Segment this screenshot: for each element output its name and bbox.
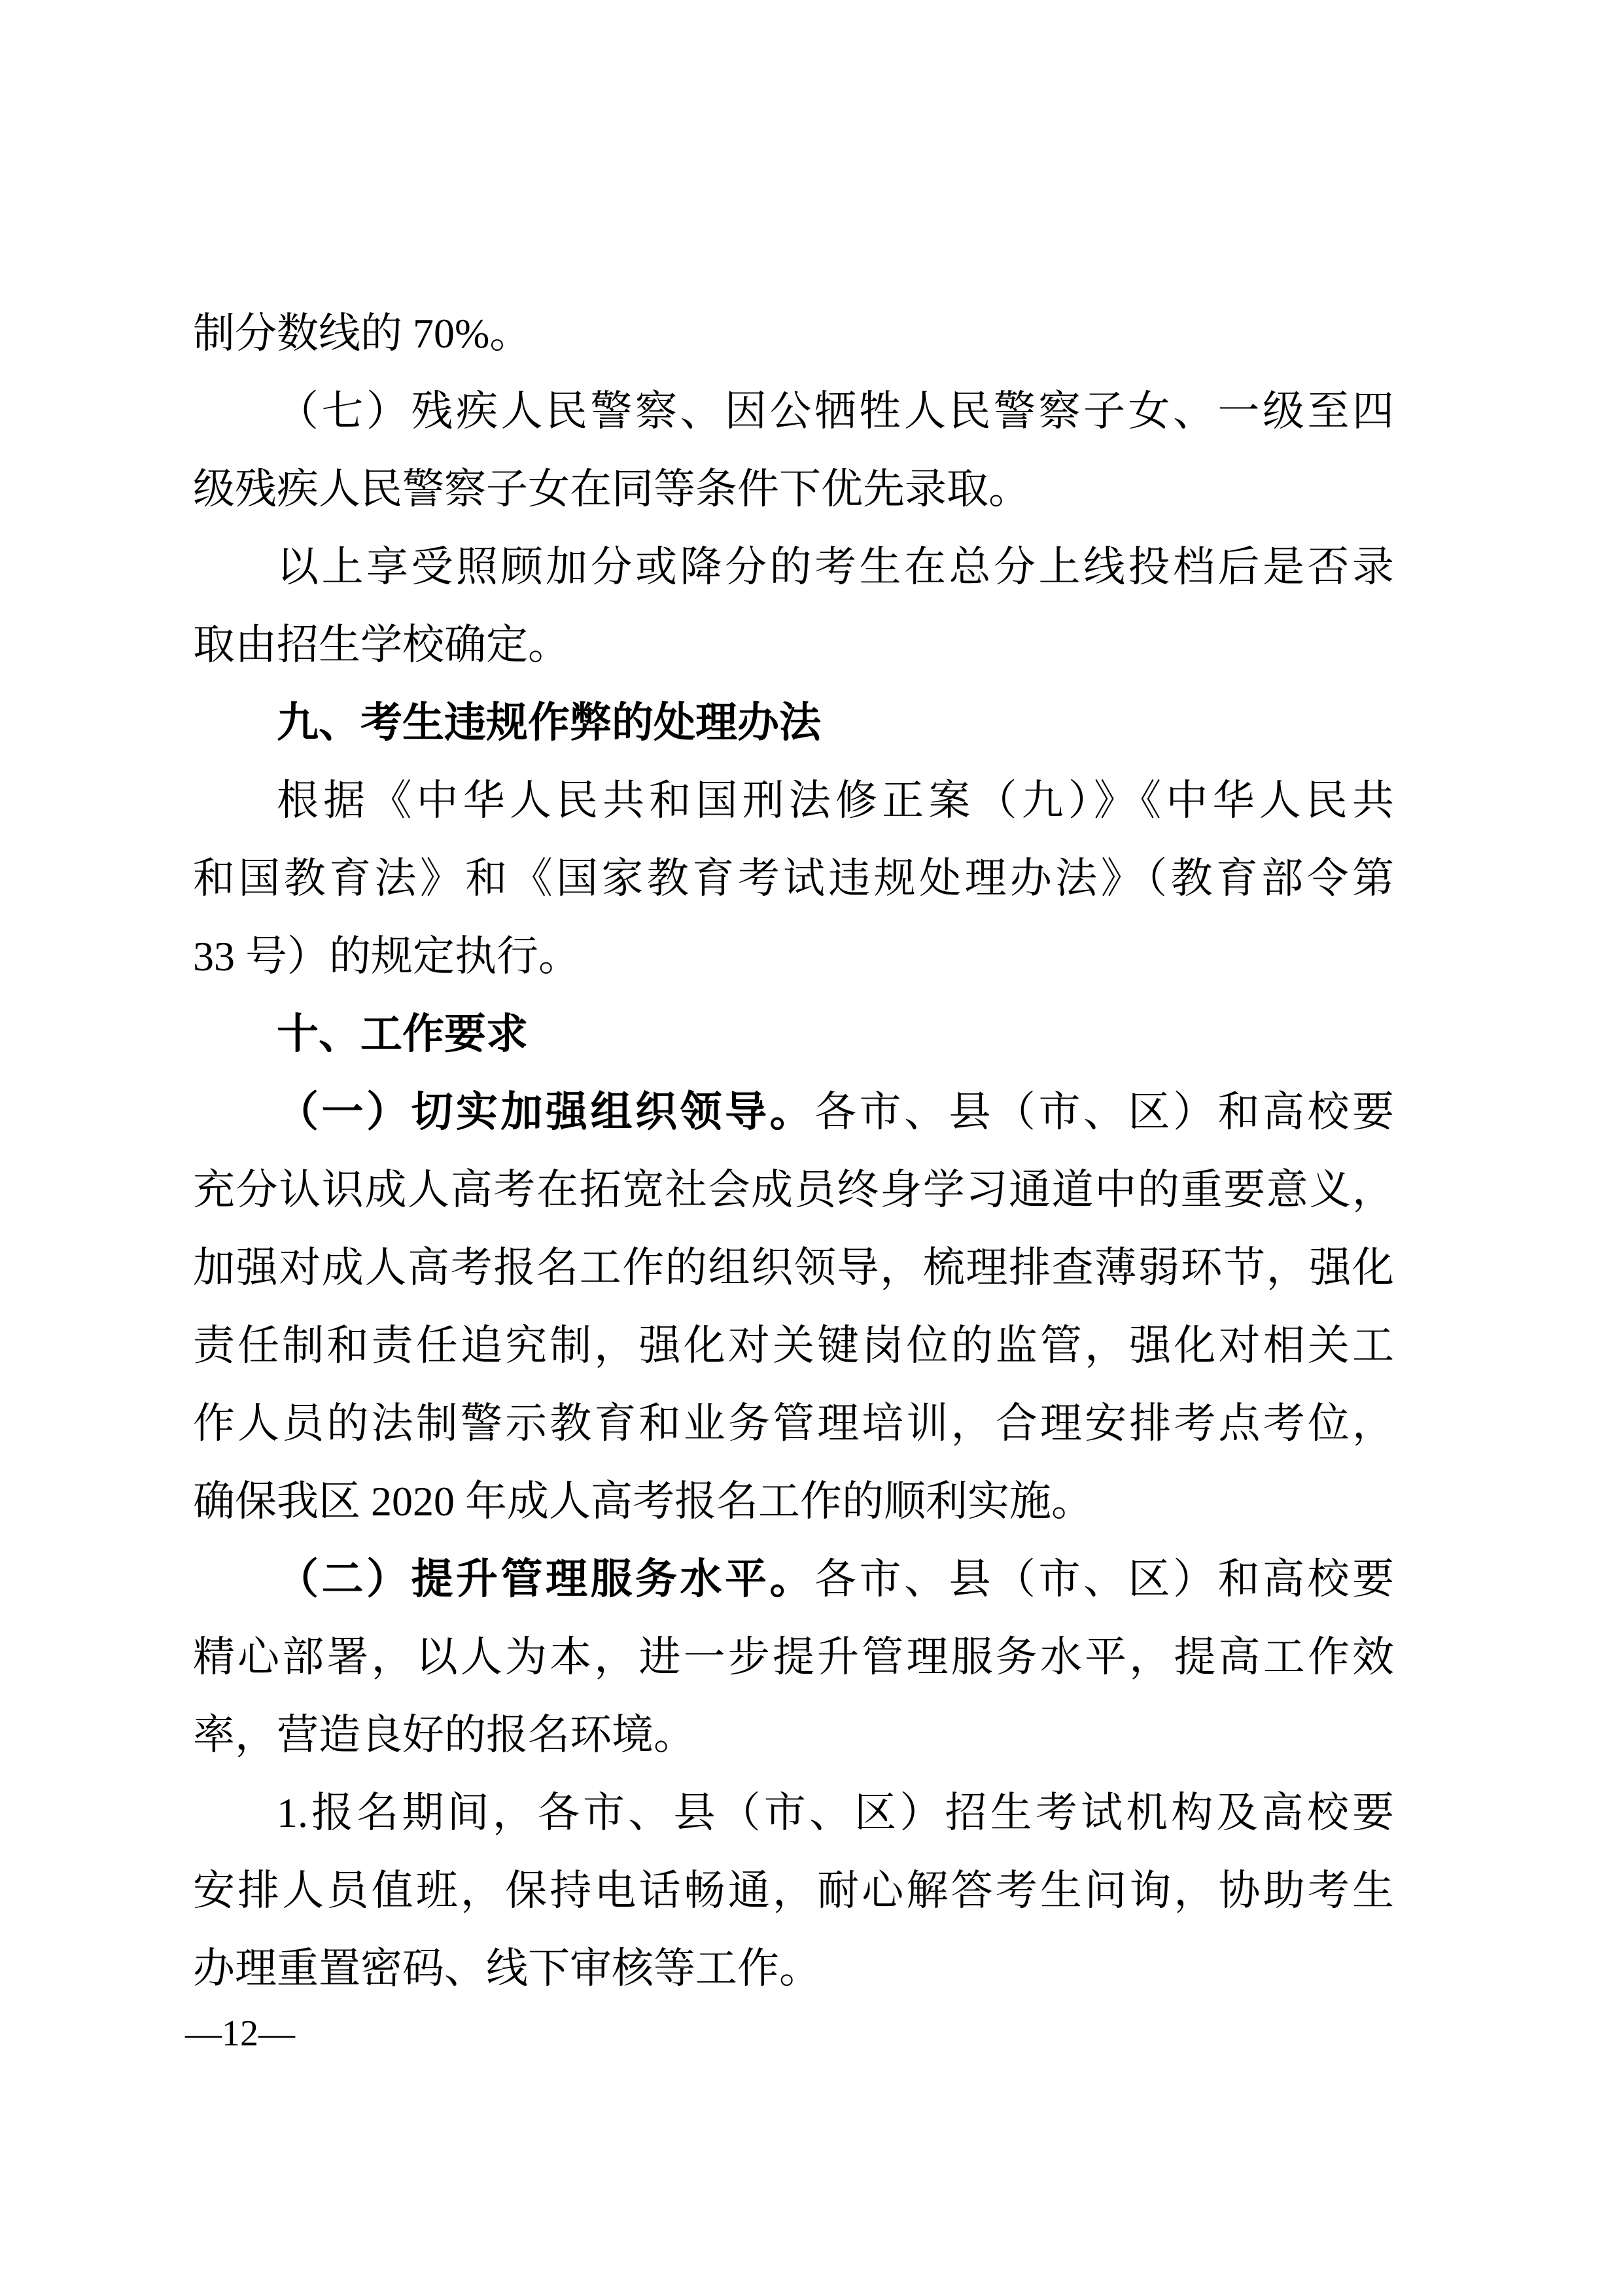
text-line: 率，营造良好的报名环境。 (193, 1712, 695, 1758)
text-line: 取由招生学校确定。 (193, 622, 570, 668)
paragraph-lead: （一）切实加强组织领导。 (277, 1089, 814, 1135)
text-line: 1.报名期间，各市、县（市、区）招生考试机构及高校要 (277, 1790, 1394, 1836)
text-line: 级残疾人民警察子女在同等条件下优先录取。 (193, 466, 1030, 512)
text-line (193, 1540, 1394, 1618)
document-text-block (193, 294, 1394, 2007)
text-line (193, 1073, 1394, 1151)
text-line: 以上享受照顾加分或降分的考生在总分上线投档后是否录 (277, 544, 1394, 590)
text-line: 作人员的法制警示教育和业务管理培训，合理安排考点考位， (193, 1400, 1394, 1447)
paragraph-lead: （二）提升管理服务水平。 (277, 1556, 814, 1602)
text-line: 和国教育法》和《国家教育考试违规处理办法》（教育部令第 (193, 855, 1394, 902)
paragraph-rest: 各市、县（市、区）和高校要 (814, 1089, 1394, 1135)
heading-line: 十、工作要求 (277, 1010, 528, 1057)
text-line: 制分数线的 70%。 (193, 310, 532, 357)
heading-line: 九、考生违规作弊的处理办法 (277, 699, 821, 746)
text-line: 确保我区 2020 年成人高考报名工作的顺利实施。 (193, 1478, 1093, 1525)
text-line: 责任制和责任追究制，强化对关键岗位的监管，强化对相关工 (193, 1322, 1394, 1369)
text-line: 充分认识成人高考在拓宽社会成员终身学习通道中的重要意义， (193, 1167, 1394, 1213)
text-line: （七）残疾人民警察、因公牺牲人民警察子女、一级至四 (277, 388, 1394, 434)
text-line: 加强对成人高考报名工作的组织领导，梳理排查薄弱环节，强化 (193, 1245, 1394, 1291)
paragraph-rest: 各市、县（市、区）和高校要 (814, 1556, 1394, 1602)
text-line: 精心部署，以人为本，进一步提升管理服务水平，提高工作效 (193, 1634, 1394, 1680)
text-line: 根据《中华人民共和国刑法修正案（九）》《中华人民共 (277, 777, 1394, 824)
text-line: 33 号）的规定执行。 (193, 933, 580, 980)
page-number: —12— (185, 2013, 295, 2054)
text-line: 办理重置密码、线下审核等工作。 (193, 1945, 821, 1992)
text-line: 安排人员值班，保持电话畅通，耐心解答考生问询，协助考生 (193, 1867, 1394, 1914)
